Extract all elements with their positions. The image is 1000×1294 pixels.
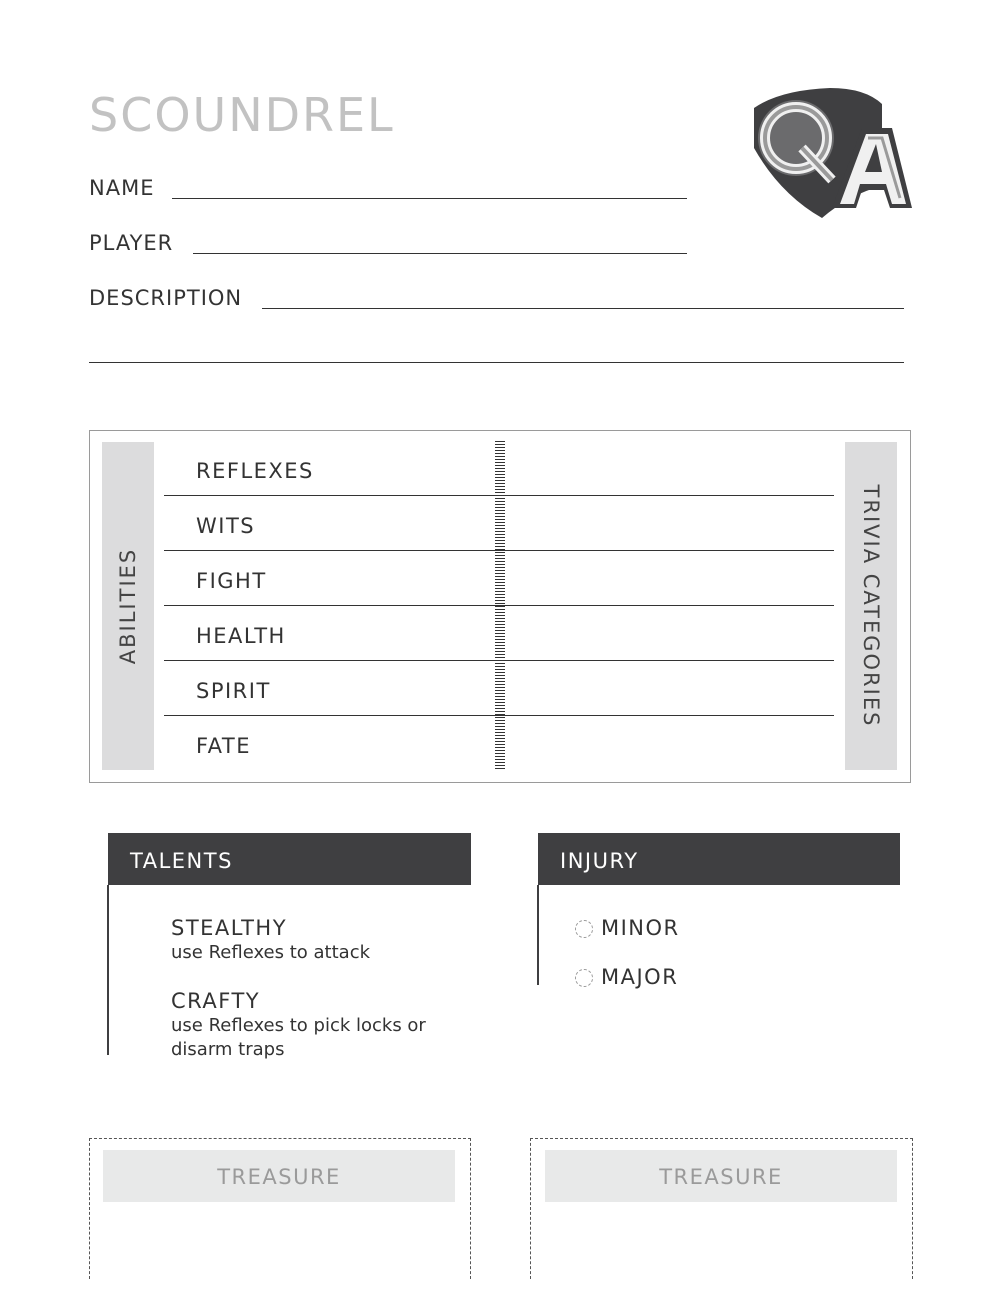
ability-score-ticks [495,441,505,771]
ability-fate: FATE [196,734,251,758]
description-label: DESCRIPTION [89,286,243,310]
ability-wits-line[interactable] [164,550,834,551]
player-label: PLAYER [89,231,174,255]
trivia-categories-label: TRIVIA CATEGORIES [859,484,883,728]
talents-heading: TALENTS [130,849,233,873]
talent-crafty-name: CRAFTY [171,989,261,1013]
ability-reflexes-line[interactable] [164,495,834,496]
talent-stealthy-name: STEALTHY [171,916,288,940]
abilities-label: ABILITIES [116,547,140,665]
treasure-label-right: TREASURE [545,1150,897,1202]
qa-shield-logo [750,86,915,226]
talent-crafty-desc-line-1: use Reflexes to pick locks or [171,1015,426,1036]
description-field[interactable] [262,308,904,309]
injury-major-label: MAJOR [601,965,679,989]
injury-minor-radio[interactable] [575,920,593,938]
talent-stealthy-desc: use Reflexes to attack [171,942,371,963]
talents-panel-border [107,885,109,1055]
talent-crafty-desc-line-2: disarm traps [171,1039,285,1060]
abilities-side-bar [102,442,154,770]
injury-header [538,833,900,885]
ability-fight: FIGHT [196,569,267,593]
talents-header [108,833,471,885]
injury-major-radio[interactable] [575,969,593,987]
injury-minor-label: MINOR [601,916,680,940]
treasure-label-left: TREASURE [103,1150,455,1202]
ability-reflexes: REFLEXES [196,459,314,483]
name-field[interactable] [172,198,687,199]
trivia-categories-side-bar [845,442,897,770]
injury-panel-border [537,885,539,985]
ability-health: HEALTH [196,624,286,648]
description-field-line-2[interactable] [89,362,904,363]
ability-spirit-line[interactable] [164,715,834,716]
injury-heading: INJURY [560,849,639,873]
name-label: NAME [89,176,155,200]
shield-icon [750,86,915,226]
player-field[interactable] [193,253,687,254]
sheet-title: SCOUNDREL [89,88,395,142]
ability-fight-line[interactable] [164,605,834,606]
ability-wits: WITS [196,514,256,538]
ability-spirit: SPIRIT [196,679,271,703]
ability-health-line[interactable] [164,660,834,661]
